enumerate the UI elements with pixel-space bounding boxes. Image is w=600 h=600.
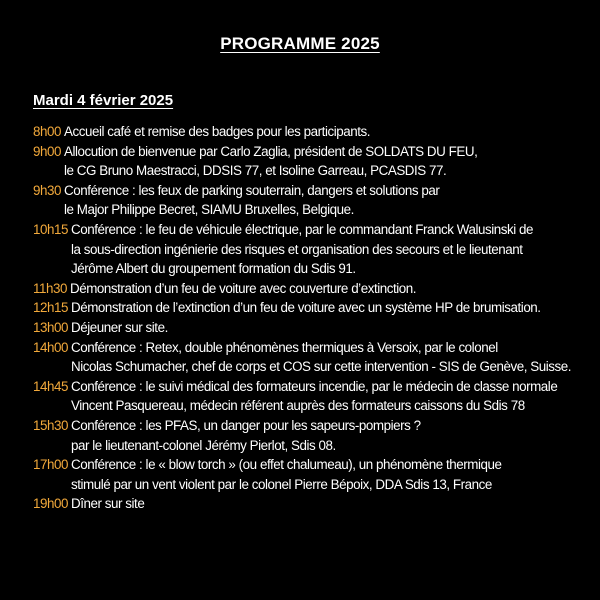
entry-text-line: Conférence : les PFAS, un danger pour les sapeurs-pompiers ? <box>71 417 421 433</box>
entry-time: 17h00 <box>33 457 68 473</box>
entry-time: 14h00 <box>33 339 68 355</box>
entry-time: 12h15 <box>33 300 68 316</box>
entry-description <box>64 142 593 181</box>
schedule-entry <box>33 494 593 514</box>
entry-description <box>71 416 593 455</box>
entry-description <box>64 122 593 142</box>
entry-text-line: Vincent Pasquereau, médecin référent auprès des formateurs caissons du Sdis 78 <box>71 398 525 414</box>
entry-text-line: Allocution de bienvenue par Carlo Zaglia, président de SOLDATS DU FEU, <box>64 143 478 159</box>
schedule-entry <box>33 455 593 494</box>
schedule-entry <box>33 142 593 181</box>
page-title: PROGRAMME 2025 <box>220 34 380 53</box>
entry-description <box>70 279 593 299</box>
entry-time: 9h30 <box>33 182 61 198</box>
schedule-entry <box>33 377 593 416</box>
schedule-entry <box>33 181 593 220</box>
entry-text-line: stimulé par un vent violent par le colonel Pierre Bépoix, DDA Sdis 13, France <box>71 476 492 492</box>
entry-description <box>71 377 593 416</box>
entry-text-line: Conférence : le feu de véhicule électrique, par le commandant Franck Walusinski de <box>71 221 534 237</box>
entry-text-line: par le lieutenant-colonel Jérémy Pierlot, Sdis 08. <box>71 437 336 453</box>
entry-description <box>71 318 593 338</box>
schedule-entry <box>33 416 593 455</box>
day-heading: Mardi 4 février 2025 <box>33 92 174 109</box>
entry-time: 9h00 <box>33 143 61 159</box>
entry-text-line: Démonstration d’un feu de voiture avec couverture d’extinction. <box>70 280 417 296</box>
schedule-list <box>33 122 593 514</box>
entry-text-line: Conférence : le « blow torch » (ou effet chalumeau), un phénomène thermique <box>71 457 502 473</box>
schedule-entry <box>33 279 593 299</box>
schedule-entry <box>33 220 593 279</box>
entry-text-line: Nicolas Schumacher, chef de corps et COS sur cette intervention - SIS de Genève, Suisse. <box>71 359 572 375</box>
entry-text-line: la sous-direction ingénierie des risques et organisation des secours et le lieutenant <box>71 241 523 257</box>
entry-description <box>71 298 593 318</box>
schedule-entry <box>33 318 593 338</box>
entry-text-line: Conférence : les feux de parking souterrain, dangers et solutions par <box>64 182 440 198</box>
schedule-entry <box>33 338 593 377</box>
entry-time: 14h45 <box>33 378 68 394</box>
entry-text-line: Jérôme Albert du groupement formation du Sdis 91. <box>71 261 356 277</box>
entry-time: 19h00 <box>33 496 68 512</box>
entry-time: 11h30 <box>33 280 67 296</box>
entry-description <box>64 181 593 220</box>
entry-text-line: Démonstration de l’extinction d’un feu de voiture avec un système HP de brumisation. <box>71 300 541 316</box>
entry-time: 15h30 <box>33 417 68 433</box>
entry-description <box>71 338 593 377</box>
entry-time: 13h00 <box>33 319 68 335</box>
entry-text-line: Dîner sur site <box>71 496 145 512</box>
entry-text-line: Déjeuner sur site. <box>71 319 168 335</box>
entry-description <box>71 220 593 279</box>
entry-text-line: Conférence : le suivi médical des formateurs incendie, par le médecin de classe normale <box>71 378 558 394</box>
entry-description <box>71 455 593 494</box>
entry-text-line: le CG Bruno Maestracci, DDSIS 77, et Isoline Garreau, PCASDIS 77. <box>64 163 447 179</box>
entry-text-line: Accueil café et remise des badges pour les participants. <box>64 124 371 139</box>
schedule-entry <box>33 298 593 318</box>
entry-time: 10h15 <box>33 221 68 237</box>
entry-description <box>71 494 593 514</box>
schedule-entry <box>33 122 593 142</box>
entry-time: 8h00 <box>33 124 61 139</box>
entry-text-line: Conférence : Retex, double phénomènes thermiques à Versoix, par le colonel <box>71 339 498 355</box>
entry-text-line: le Major Philippe Becret, SIAMU Bruxelles, Belgique. <box>64 202 354 218</box>
